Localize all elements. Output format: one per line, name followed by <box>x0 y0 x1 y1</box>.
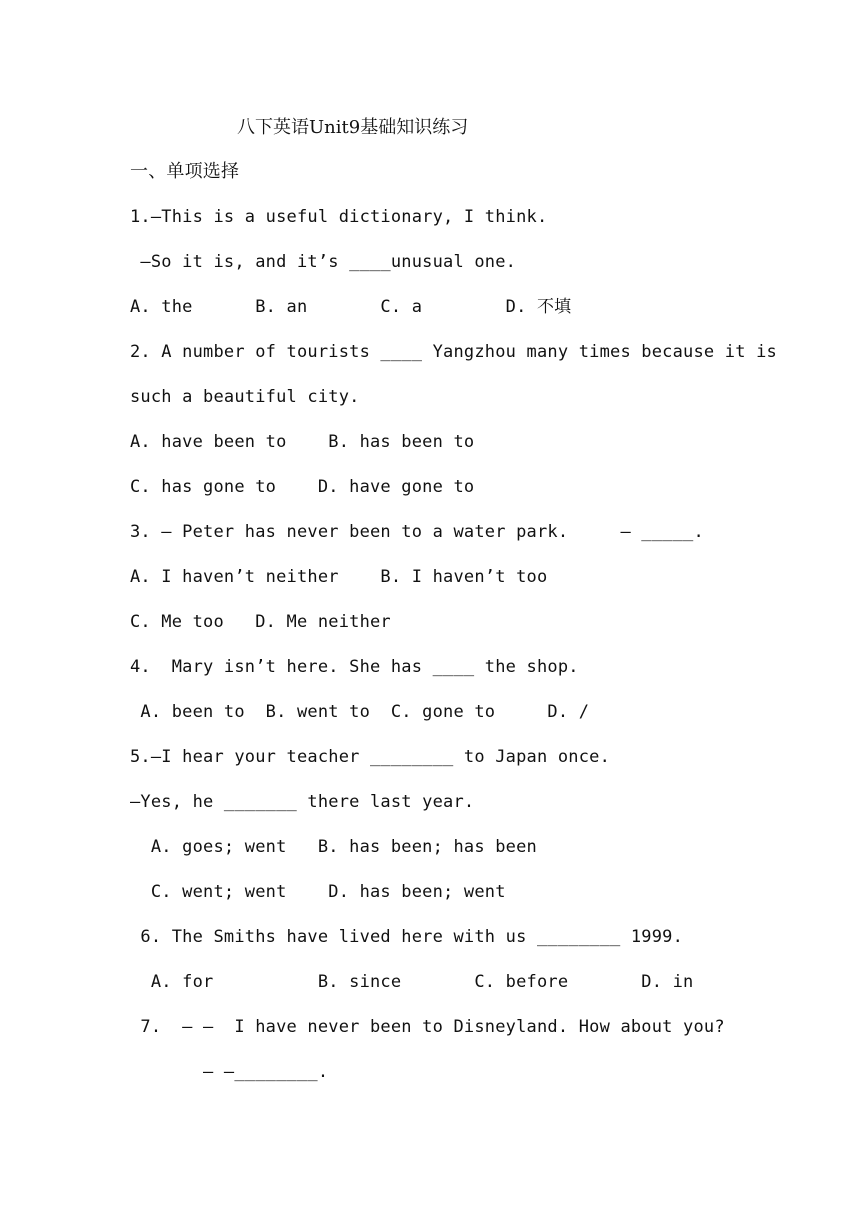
question-line: 3. — Peter has never been to a water park. — _____. <box>130 522 704 542</box>
question-line: 5.–I hear your teacher ________ to Japan once. <box>130 747 611 767</box>
section-heading: 一、单项选择 <box>130 161 240 182</box>
option-line: C. has gone to D. have gone to <box>130 477 475 497</box>
question-line: 7. – – I have never been to Disneyland. How about you? <box>130 1017 725 1037</box>
option-line: A. the B. an C. a D. 不填 <box>130 297 572 317</box>
option-line: A. been to B. went to C. gone to D. / <box>130 702 590 722</box>
question-line: 2. A number of tourists ____ Yangzhou many times because it is <box>130 342 777 362</box>
question-line: —So it is, and it’s ____unusual one. <box>130 252 517 272</box>
option-line: A. for B. since C. before D. in <box>130 972 694 992</box>
question-line: 1.—This is a useful dictionary, I think. <box>130 207 548 227</box>
question-line: such a beautiful city. <box>130 387 360 407</box>
document-title: 八下英语Unit9基础知识练习 <box>237 117 469 138</box>
option-line: A. goes; went B. has been; has been <box>130 837 537 857</box>
option-line: C. Me too D. Me neither <box>130 612 391 632</box>
question-line: 4. Mary isn’t here. She has ____ the shop. <box>130 657 579 677</box>
question-line: – –________. <box>130 1062 329 1082</box>
option-line: C. went; went D. has been; went <box>130 882 506 902</box>
option-line: A. have been to B. has been to <box>130 432 475 452</box>
option-line: A. I haven’t neither B. I haven’t too <box>130 567 548 587</box>
question-line: –Yes, he _______ there last year. <box>130 792 475 812</box>
question-line: 6. The Smiths have lived here with us ________ 1999. <box>130 927 684 947</box>
